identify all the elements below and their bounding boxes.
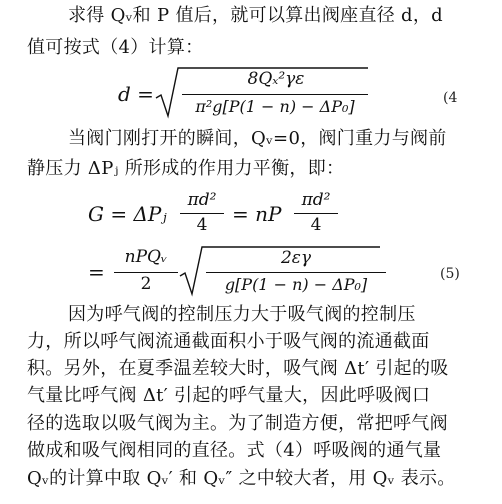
paragraph-3-line-3: 积。另外，在夏季温差较大时，吸气阀 Δt′ 引起的吸: [27, 358, 449, 379]
equation-5-fraction-1-denominator: 4: [196, 215, 208, 235]
equation-5-line-1: [0, 188, 502, 240]
equation-5-fraction-2-numerator: πd²: [301, 190, 331, 210]
equation-5-middle: = nP: [232, 202, 282, 226]
paragraph-3-line-6: 做成和吸气阀相同的直径。式（4）呼吸阀的通气量: [27, 440, 442, 461]
equation-4-lhs: d =: [118, 82, 154, 106]
paragraph-3-line-2: 力，所以呼气阀流通截面积小于吸气阀的流通截面: [27, 331, 430, 352]
equation-5-line-2: [0, 244, 502, 300]
equation-5-lhs: G = ΔPⱼ: [88, 202, 167, 226]
equation-5-root-numerator: 2εγ: [280, 248, 312, 268]
fraction-bar: [180, 213, 224, 214]
paragraph-3-line-7: Qᵥ的计算中取 Qᵥ′ 和 Qᵥ″ 之中较大者，用 Qᵥ 表示。: [27, 468, 456, 489]
paragraph-3-line-5: 径的选取以吸气阀为主。为了制造方便，常把呼气阀: [27, 413, 448, 434]
fraction-bar: [206, 272, 386, 273]
equation-4: [0, 64, 502, 124]
paragraph-2-line-2: 静压力 ΔPⱼ 所形成的作用力平衡，即：: [27, 158, 345, 179]
equation-5-fraction-3-denominator: 2: [140, 274, 152, 294]
equation-5-number: (5): [440, 266, 460, 282]
equation-4-denominator: π²g[P(1 − n) − ΔP₀]: [195, 97, 355, 116]
equation-4-numerator: 8Qₓ²γε: [247, 69, 305, 89]
equation-5-root-denominator: g[P(1 − n) − ΔP₀]: [224, 275, 368, 294]
equation-5-fraction-2-denominator: 4: [310, 215, 322, 235]
fraction-bar: [294, 213, 338, 214]
equation-4-number: (4: [443, 90, 458, 106]
paragraph-2-line-1: 当阀门刚打开的瞬间，Qᵥ=0，阀门重力与阀前: [68, 128, 447, 149]
paragraph-1-line-1: 求得 Qᵥ和 P 值后，就可以算出阀座直径 d，d: [68, 5, 444, 26]
paragraph-3-line-4: 气量比呼气阀 Δt′ 引起的呼气量大，因此呼吸阀口: [27, 385, 431, 406]
fraction-bar: [182, 94, 368, 95]
equation-5-fraction-1-numerator: πd²: [187, 190, 217, 210]
paragraph-1-line-2: 值可按式（4）计算：: [27, 37, 204, 58]
paragraph-3-line-1: 因为呼气阀的控制压力大于吸气阀的控制压: [68, 304, 416, 325]
equation-5-fraction-3-numerator: nPQᵥ: [124, 247, 168, 267]
equation-5-equals: =: [88, 260, 105, 284]
